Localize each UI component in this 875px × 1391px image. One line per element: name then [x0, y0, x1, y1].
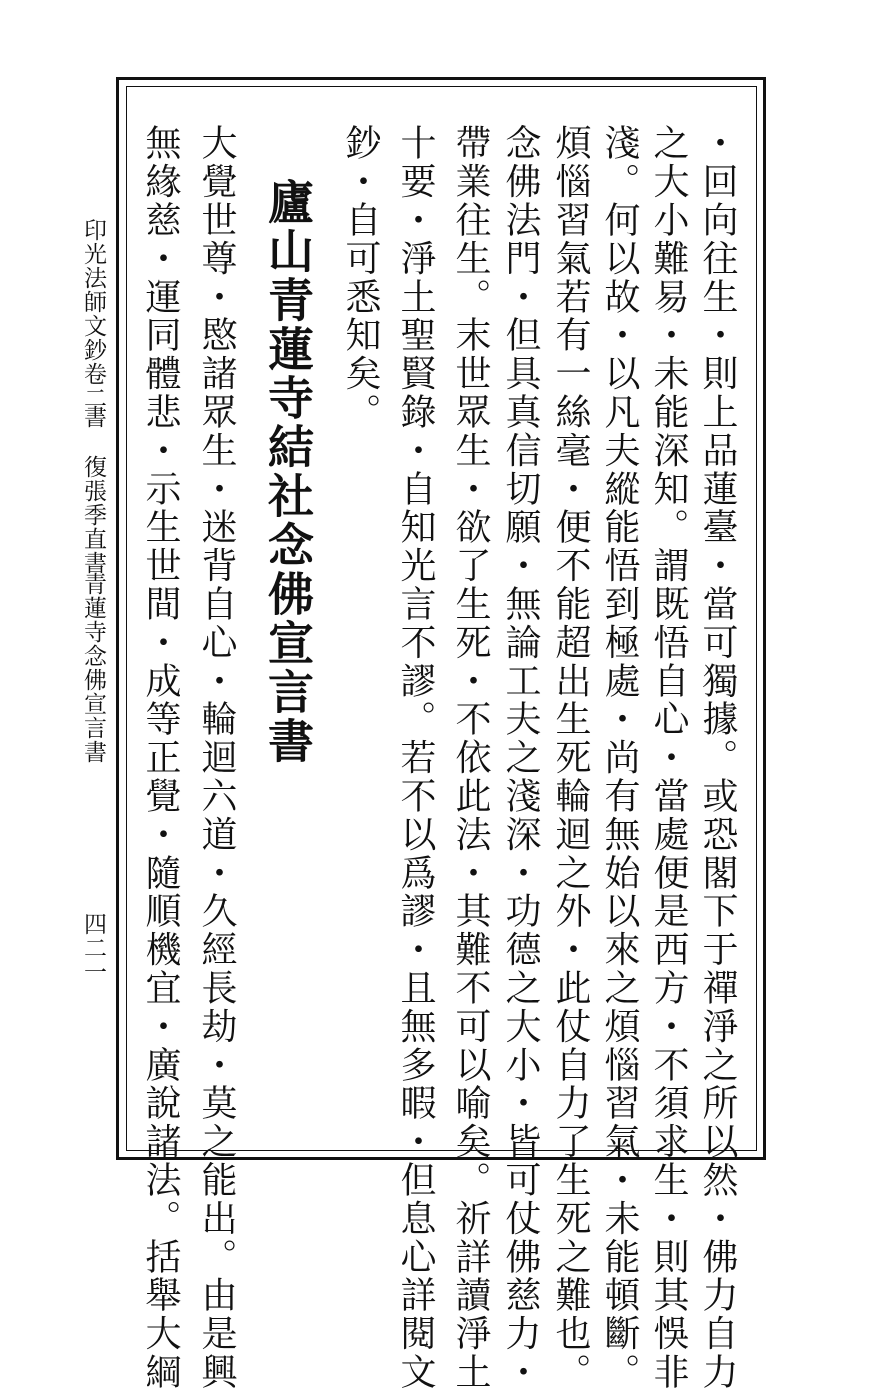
text-column: ・回向往生・則上品蓮臺・當可獨據。或恐閣下于禪淨之所以然・佛力自力	[697, 124, 738, 1391]
category-label: 書	[80, 405, 106, 429]
text-column: 煩惱習氣若有一絲毫・便不能超出生死輪迴之外・此仗自力了生死之難也。	[550, 124, 591, 1391]
section-heading: 廬山青蓮寺結社念佛宣言書	[261, 178, 315, 766]
text-column: 十要・淨土聖賢錄・自知光言不謬。若不以爲謬・且無多暇・但息心詳閱文	[395, 124, 436, 1391]
text-column: 之大小難易・未能深知。謂既悟自心・當處便是西方・不須求生・則其悞非	[648, 124, 689, 1391]
text-column: 鈔・自可悉知矣。	[340, 124, 381, 432]
section-title-1: 復張季直書	[80, 455, 106, 575]
text-column: 大覺世尊・愍諸眾生・迷背自心・輪迴六道・久經長劫・莫之能出。由是興	[196, 124, 237, 1391]
text-column: 帶業往生。末世眾生・欲了生死・不依此法・其難不可以喻矣。祈詳讀淨土	[450, 124, 491, 1391]
text-column: 念佛法門・但具真信切願・無論工夫之淺深・功德之大小・皆可仗佛慈力・	[500, 124, 541, 1391]
book-title: 印光法師文鈔卷二	[80, 218, 106, 410]
page-number: 四二一	[80, 912, 106, 984]
text-column: 淺。何以故・以凡夫縱能悟到極處・尚有無始以來之煩惱習氣・未能頓斷。	[599, 124, 640, 1391]
text-column: 無緣慈・運同體悲・示生世間・成等正覺・隨順機宜・廣說諸法。括舉大綱	[140, 124, 181, 1391]
section-title-2: 青蓮寺念佛宣言書	[80, 572, 106, 764]
